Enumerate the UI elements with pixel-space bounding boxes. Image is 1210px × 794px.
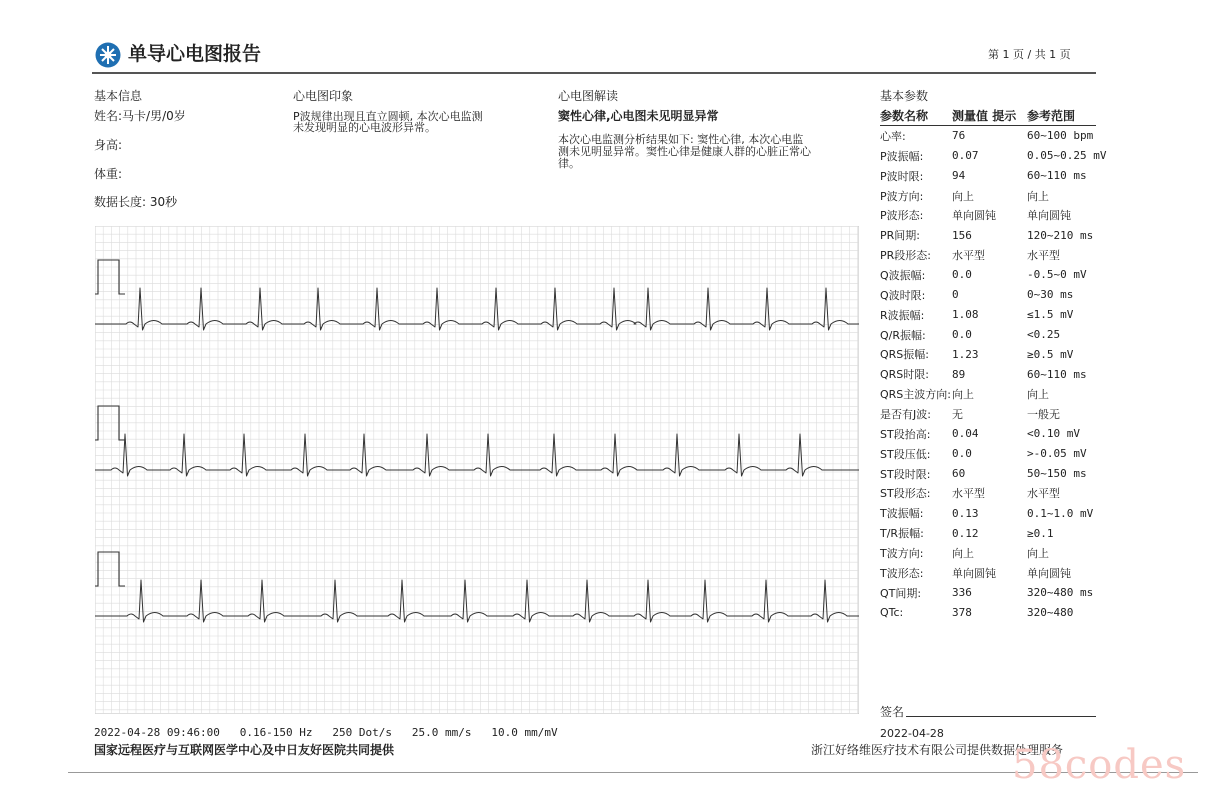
param-range: 0~30 ms [1027, 288, 1074, 302]
param-name: QRS主波方向: [880, 388, 951, 402]
param-value: 156 [952, 228, 972, 242]
param-range: 水平型 [1027, 249, 1060, 263]
impression-line-2: 未发现明显的心电波形异常。 [293, 121, 436, 134]
provider-text: 国家远程医疗与互联网医学中心及中日友好医院共同提供 [94, 743, 395, 757]
param-name: T/R振幅: [880, 527, 924, 541]
interpretation-conclusion: 窦性心律,心电图未见明显异常 [558, 109, 719, 123]
params-row [880, 186, 1096, 206]
params-row [880, 305, 1096, 325]
param-range: 320~480 ms [1027, 586, 1094, 600]
param-value: 94 [952, 169, 966, 183]
params-row [880, 543, 1096, 563]
param-name: PR段形态: [880, 249, 931, 263]
interpretation-heading: 心电图解读 [558, 89, 619, 103]
params-row [880, 404, 1096, 424]
param-range: 0.05~0.25 mV [1027, 149, 1107, 163]
params-row [880, 344, 1096, 364]
sign-date: 2022-04-28 [880, 727, 944, 740]
param-value: 水平型 [952, 249, 985, 263]
data-length: 数据长度: 30秒 [94, 195, 178, 209]
params-row [880, 563, 1096, 583]
params-row [880, 583, 1096, 603]
signature-label: 签名 [880, 705, 905, 719]
param-range: 水平型 [1027, 487, 1060, 501]
param-value: 0.12 [952, 526, 979, 540]
param-range: 向上 [1027, 546, 1049, 560]
param-range: <0.25 [1027, 328, 1061, 342]
params-row [880, 325, 1096, 345]
param-value: 0.04 [952, 427, 979, 441]
column-header-name: 参数名称 [880, 109, 929, 123]
param-value: 0.0 [952, 447, 972, 461]
patient-name: 姓名:马卡/男/0岁 [94, 109, 186, 123]
param-range: 50~150 ms [1027, 467, 1087, 481]
param-name: P波时限: [880, 169, 924, 183]
page-info: 第 1 页 / 共 1 页 [988, 48, 1071, 61]
param-value: 单向圆钝 [952, 209, 996, 223]
params-row [880, 444, 1096, 464]
param-value: 378 [952, 606, 972, 620]
param-range: 60~110 ms [1027, 367, 1087, 381]
param-value: 水平型 [952, 487, 985, 501]
param-name: P波振幅: [880, 149, 924, 163]
params-table [880, 106, 1107, 622]
param-name: QT间期: [880, 586, 922, 600]
param-value: 无 [952, 407, 963, 421]
param-name: QTc: [880, 606, 904, 620]
param-value: 76 [952, 129, 966, 143]
signature-line [906, 716, 1096, 717]
param-name: Q/R振幅: [880, 328, 926, 342]
params-row [880, 384, 1096, 404]
param-name: T波形态: [880, 566, 924, 580]
impression-line-1: P波规律出现且直立圆顿, 本次心电监测 [293, 110, 483, 123]
param-range: 单向圆钝 [1027, 566, 1071, 580]
param-name: ST段压低: [880, 447, 931, 461]
param-range: -0.5~0 mV [1027, 268, 1087, 282]
patient-weight: 体重: [94, 167, 123, 181]
param-value: 0.0 [952, 328, 972, 342]
params-row [880, 166, 1096, 186]
param-value: 向上 [952, 189, 974, 203]
param-name: R波振幅: [880, 308, 925, 322]
params-row [880, 205, 1096, 225]
param-range: 120~210 ms [1027, 228, 1094, 242]
param-range: 0.1~1.0 mV [1027, 506, 1094, 520]
params-row [880, 285, 1096, 305]
param-value: 89 [952, 367, 966, 381]
param-name: T波振幅: [880, 507, 924, 521]
param-value: 0.13 [952, 506, 979, 520]
param-range: ≥0.1 [1027, 526, 1054, 540]
param-value: 1.08 [952, 308, 979, 322]
column-header-value-hint [952, 106, 1027, 126]
impression-heading: 心电图印象 [293, 89, 354, 103]
param-range: 向上 [1027, 388, 1049, 402]
param-range: <0.10 mV [1027, 427, 1080, 441]
params-row [880, 603, 1096, 623]
param-name: PR间期: [880, 229, 920, 243]
param-name: P波方向: [880, 189, 924, 203]
param-value: 0 [952, 288, 959, 302]
column-header-value: 测量值 [952, 109, 989, 123]
param-value: 0.0 [952, 268, 972, 282]
interpretation-line-2: 测未见明显异常。窦性心律是健康人群的心脏正常心 [558, 145, 811, 158]
ecg-strip [95, 226, 859, 714]
params-row [880, 464, 1096, 484]
patient-height: 身高: [94, 138, 123, 152]
param-name: 是否有J波: [880, 407, 931, 421]
param-value: 0.07 [952, 149, 979, 163]
report-title: 单导心电图报告 [128, 43, 262, 65]
param-name: Q波振幅: [880, 268, 926, 282]
param-range: 60~100 bpm [1027, 129, 1094, 143]
params-row [880, 424, 1096, 444]
param-value: 336 [952, 586, 972, 600]
param-value: 1.23 [952, 347, 979, 361]
param-name: T波方向: [880, 546, 924, 560]
params-row [880, 503, 1096, 523]
basic-info-heading: 基本信息 [94, 89, 143, 103]
processor-text: 浙江好络维医疗技术有限公司提供数据处理服务 [811, 743, 1064, 757]
param-range: >-0.05 mV [1027, 447, 1087, 461]
params-row [880, 146, 1096, 166]
param-range: 320~480 [1027, 606, 1074, 620]
params-heading: 基本参数 [880, 89, 929, 103]
params-row [880, 523, 1096, 543]
param-value: 向上 [952, 546, 974, 560]
params-row [880, 126, 1096, 146]
watermark: 58codes [1012, 742, 1187, 788]
param-value: 单向圆钝 [952, 566, 996, 580]
interpretation-line-3: 律。 [558, 157, 580, 170]
param-name: Q波时限: [880, 288, 926, 302]
header-divider [92, 72, 1096, 74]
param-name: ST段时限: [880, 467, 931, 481]
recording-settings: 2022-04-28 09:46:00 0.16-150 Hz 250 Dot/s 25.0 mm/s 10.0 mm/mV [94, 726, 558, 739]
logo [95, 42, 121, 68]
param-name: ST段形态: [880, 487, 931, 501]
params-row [880, 364, 1096, 384]
param-range: 一般无 [1027, 407, 1060, 421]
param-range: ≤1.5 mV [1027, 308, 1074, 322]
params-header-row [880, 106, 1096, 126]
param-value: 向上 [952, 388, 974, 402]
param-name: ST段抬高: [880, 427, 931, 441]
param-range: 向上 [1027, 189, 1049, 203]
param-name: QRS时限: [880, 368, 929, 382]
param-value: 60 [952, 467, 966, 481]
param-range: 单向圆钝 [1027, 209, 1071, 223]
param-name: QRS振幅: [880, 348, 929, 362]
param-name: P波形态: [880, 209, 924, 223]
param-name: 心率: [880, 129, 906, 143]
params-row [880, 483, 1096, 503]
param-range: 60~110 ms [1027, 169, 1087, 183]
interpretation-line-1: 本次心电监测分析结果如下: 窦性心律, 本次心电监 [558, 133, 804, 146]
column-header-range: 参考范围 [1027, 109, 1076, 123]
params-row [880, 225, 1096, 245]
params-body [880, 126, 1107, 623]
params-row [880, 245, 1096, 265]
param-range: ≥0.5 mV [1027, 347, 1074, 361]
params-row [880, 265, 1096, 285]
column-header-hint: 提示 [992, 109, 1017, 123]
